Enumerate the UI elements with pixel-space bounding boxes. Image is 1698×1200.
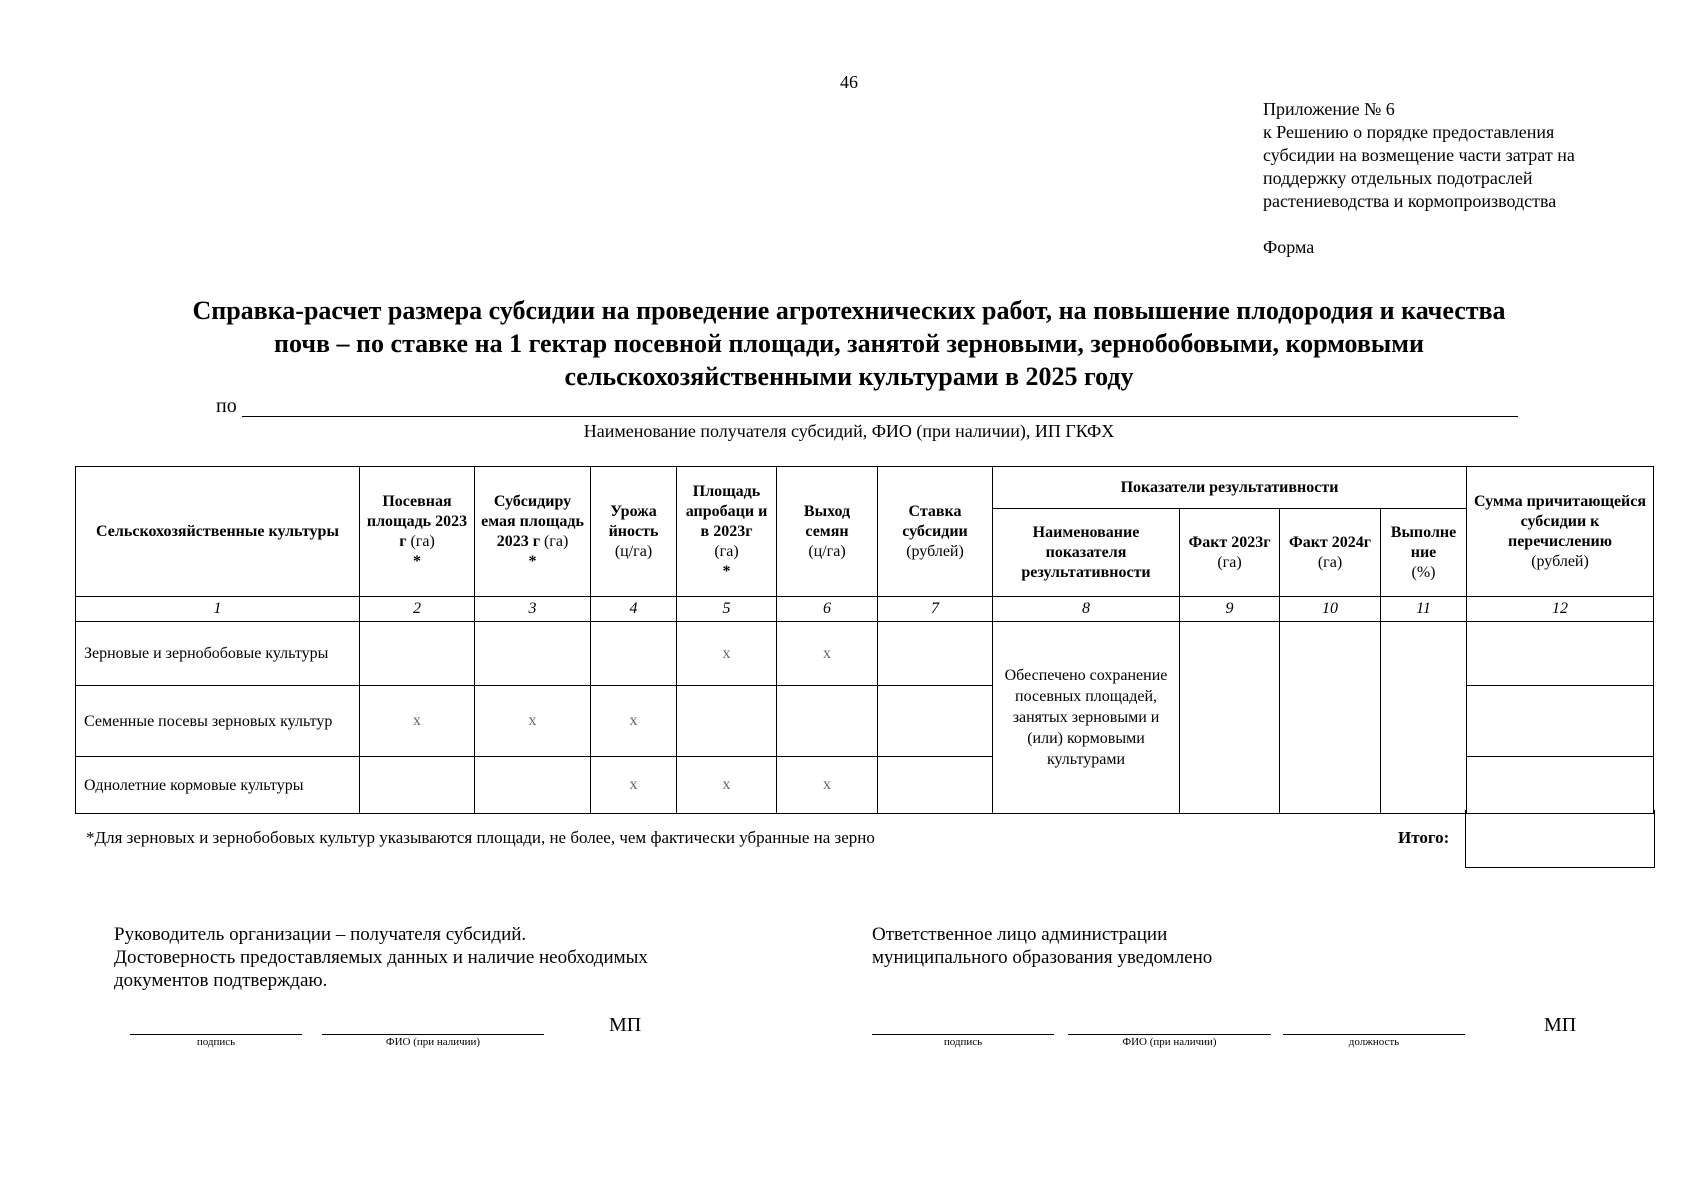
row-label-seed: Семенные посевы зерновых культур	[76, 686, 360, 757]
cell-input[interactable]	[475, 622, 591, 686]
column-number: 5	[677, 597, 777, 622]
cell-input[interactable]	[677, 686, 777, 757]
header-text: Факт 2024г	[1288, 533, 1372, 551]
appendix-line: Приложение № 6	[1263, 99, 1395, 119]
column-number: 2	[360, 597, 475, 622]
total-label: Итого:	[1398, 828, 1450, 847]
signature-text-line: Ответственное лицо администрации	[872, 924, 1168, 945]
cell-not-applicable: x	[777, 622, 878, 686]
header-indicator-name: Наименование показателя результативности	[993, 509, 1180, 597]
header-fact-2023	[1180, 509, 1280, 597]
name-line[interactable]	[322, 1034, 544, 1035]
cell-not-applicable: x	[777, 757, 878, 814]
signature-text-line: муниципального образования уведомлено	[872, 947, 1213, 968]
header-yield	[591, 467, 677, 597]
header-text: Площадь апробаци и в 2023г	[685, 482, 768, 540]
cell-not-applicable: x	[475, 686, 591, 757]
column-number: 12	[1467, 597, 1654, 622]
header-unit: (ц/га)	[614, 542, 653, 560]
header-seed-output	[777, 467, 878, 597]
cell-input[interactable]	[1381, 622, 1467, 814]
title-line: почв – по ставке на 1 гектар посевной площади, занятой зерновыми, зернобобовыми, кормовыми	[274, 329, 1424, 358]
header-text: Выполне ние	[1390, 523, 1457, 561]
header-unit: (рублей)	[906, 542, 964, 560]
form-label: Форма	[1263, 237, 1315, 257]
cell-input[interactable]	[1467, 686, 1654, 757]
header-subsidized-area	[475, 467, 591, 597]
cell-input[interactable]	[777, 686, 878, 757]
table-row	[76, 622, 1654, 686]
recipient-input-line[interactable]	[242, 416, 1518, 417]
header-unit: (га)	[410, 532, 435, 550]
header-text: Урожа йность	[608, 502, 659, 540]
column-number: 4	[591, 597, 677, 622]
header-fact-2024	[1280, 509, 1381, 597]
total-input[interactable]	[1465, 810, 1655, 868]
subsidy-table	[75, 466, 1654, 814]
cell-not-applicable: x	[677, 757, 777, 814]
header-approbation-area	[677, 467, 777, 597]
appendix-line: растениеводства и кормопроизводства	[1263, 191, 1557, 211]
header-text: Факт 2023г	[1188, 533, 1271, 551]
header-unit: (га)	[1217, 553, 1242, 571]
footnote: *Для зерновых и зернобобовых культур указываются площади, не более, чем фактически убранные на зерно	[86, 828, 875, 847]
header-crops: Сельскохозяйственные культуры	[76, 467, 360, 597]
row-label-forage: Однолетние кормовые культуры	[76, 757, 360, 814]
cell-not-applicable: x	[591, 686, 677, 757]
column-numbers-row	[76, 597, 1654, 622]
header-performance-group: Показатели результативности	[993, 467, 1467, 509]
signature-text-line: документов подтверждаю.	[114, 970, 328, 991]
appendix-line: поддержку отдельных подотраслей	[1263, 168, 1533, 188]
recipient-caption: Наименование получателя субсидий, ФИО (при наличии), ИП ГКФХ	[583, 421, 1115, 441]
cell-input[interactable]	[360, 622, 475, 686]
header-unit: (га)	[543, 532, 569, 550]
name-line[interactable]	[1068, 1034, 1271, 1035]
header-star: *	[722, 562, 731, 580]
stamp-place-left: МП	[609, 1014, 642, 1036]
caption-name: ФИО (при наличии)	[385, 1036, 481, 1048]
header-completion	[1381, 509, 1467, 597]
caption-signature: подпись	[196, 1036, 236, 1048]
cell-not-applicable: x	[360, 686, 475, 757]
cell-input[interactable]	[1180, 622, 1280, 814]
header-subsidy-rate	[878, 467, 993, 597]
recipient-prefix: по	[216, 395, 237, 417]
header-unit: (ц/га)	[808, 542, 846, 560]
column-number: 3	[475, 597, 591, 622]
caption-name: ФИО (при наличии)	[1122, 1036, 1217, 1048]
column-number: 6	[777, 597, 878, 622]
cell-input[interactable]	[1467, 757, 1654, 814]
cell-input[interactable]	[878, 686, 993, 757]
header-text: Посевная площадь 2023 г	[366, 492, 468, 550]
cell-input[interactable]	[878, 622, 993, 686]
column-number: 1	[76, 597, 360, 622]
row-label-grain: Зерновые и зернобобовые культуры	[76, 622, 360, 686]
cell-input[interactable]	[360, 757, 475, 814]
header-text: Субсидиру емая площадь 2023 г	[481, 492, 584, 550]
header-sum-due	[1467, 467, 1654, 597]
signature-text-line: Руководитель организации – получателя субсидий.	[114, 924, 527, 945]
header-star: *	[528, 552, 537, 570]
column-number: 10	[1280, 597, 1381, 622]
document-title	[0, 294, 1698, 393]
header-unit: (га)	[1317, 553, 1343, 571]
header-unit: (га)	[714, 542, 739, 560]
appendix-line: субсидии на возмещение части затрат на	[1263, 145, 1575, 165]
header-star: *	[413, 552, 421, 570]
cell-input[interactable]	[591, 622, 677, 686]
cell-not-applicable: x	[591, 757, 677, 814]
cell-input[interactable]	[1467, 622, 1654, 686]
title-line: сельскохозяйственными культурами в 2025 году	[564, 362, 1134, 391]
caption-position: должность	[1348, 1036, 1400, 1048]
indicator-name-cell: Обеспечено сохранение посевных площадей, занятых зерновыми и (или) кормовыми культурами	[993, 622, 1180, 814]
header-unit: (%)	[1411, 563, 1436, 581]
cell-input[interactable]	[878, 757, 993, 814]
stamp-place-right: МП	[1544, 1014, 1577, 1036]
appendix-line: к Решению о порядке предоставления	[1263, 122, 1555, 142]
signature-line[interactable]	[872, 1034, 1054, 1035]
header-sown-area	[360, 467, 475, 597]
position-line[interactable]	[1283, 1034, 1465, 1035]
header-text: Сумма причитающейся субсидии к перечислению	[1473, 492, 1647, 550]
header-unit: (рублей)	[1531, 552, 1589, 570]
appendix-block	[1263, 98, 1575, 213]
signature-line[interactable]	[130, 1034, 302, 1035]
title-line: Справка-расчет размера субсидии на проведение агротехнических работ, на повышение плодородия и качества	[192, 296, 1506, 325]
cell-input[interactable]	[475, 757, 591, 814]
page-number: 46	[840, 72, 858, 92]
signature-text-line: Достоверность предоставляемых данных и наличие необходимых	[114, 947, 648, 968]
column-number: 7	[878, 597, 993, 622]
cell-input[interactable]	[1280, 622, 1381, 814]
header-text: Выход семян	[803, 502, 851, 540]
column-number: 8	[993, 597, 1180, 622]
column-number: 9	[1180, 597, 1280, 622]
column-number: 11	[1381, 597, 1467, 622]
signature-left-text	[114, 923, 648, 992]
header-text: Ставка субсидии	[902, 502, 968, 540]
cell-not-applicable: x	[677, 622, 777, 686]
caption-signature: подпись	[943, 1036, 983, 1048]
signature-right-text	[872, 923, 1212, 969]
